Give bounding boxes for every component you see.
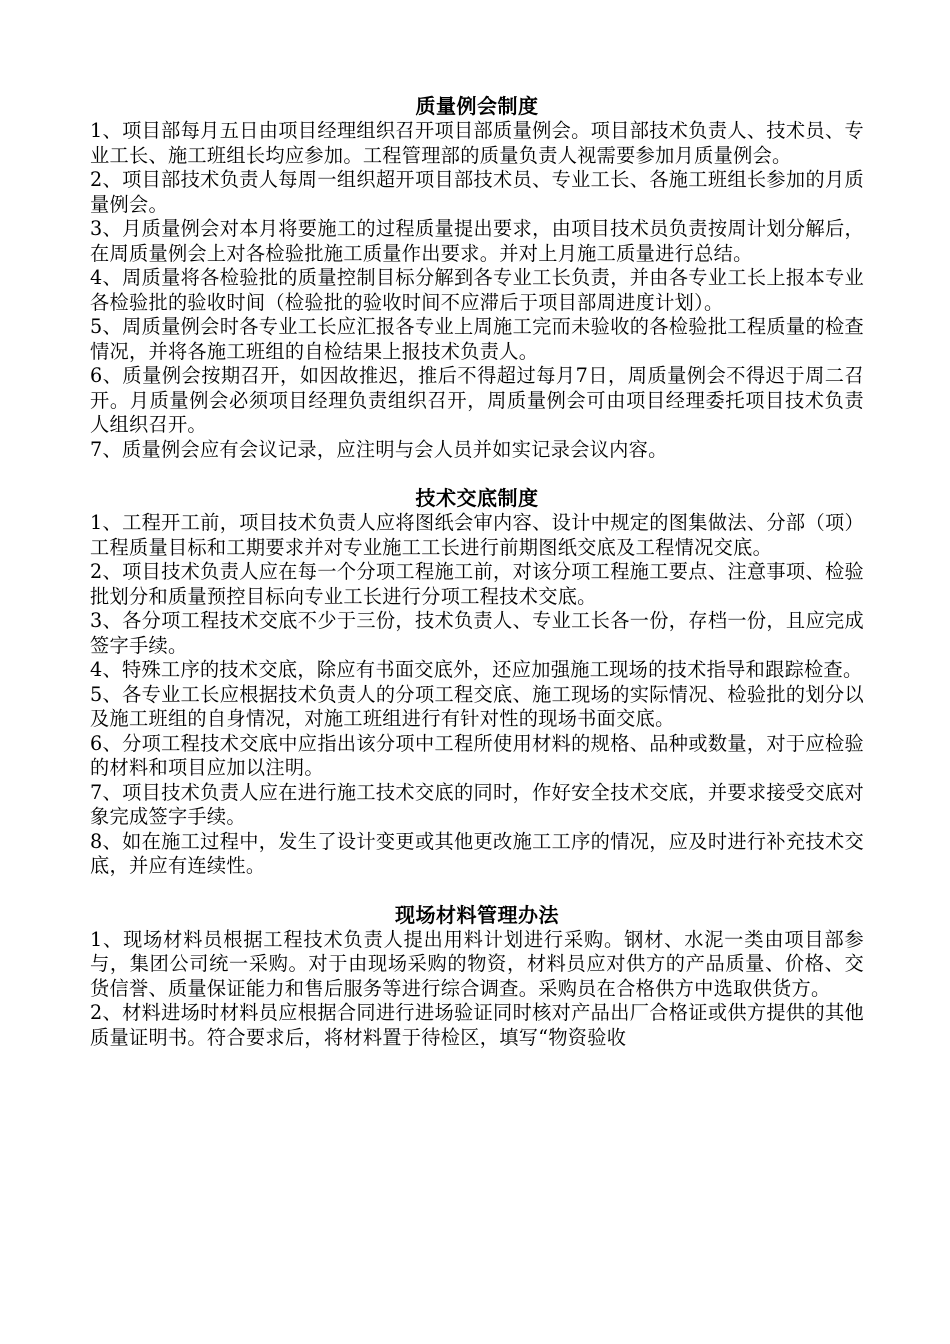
paragraph: 3、各分项工程技术交底不少于三份，技术负责人、专业工长各一份，存档一份，且应完成签字手续。 bbox=[90, 609, 864, 657]
section-technical-briefing bbox=[90, 486, 864, 879]
paragraph: 7、质量例会应有会议记录，应注明与会人员并如实记录会议内容。 bbox=[90, 437, 668, 461]
paragraph: 1、现场材料员根据工程技术负责人提出用料计划进行采购。钢材、水泥一类由项目部参与，集团公司统一采购。对于由现场采购的物资，材料员应对供方的产品质量、价格、交货信誉、质量保证能力和售后服务等进行综合调查。采购员在合格供方中选取供货方。 bbox=[90, 927, 864, 1000]
paragraph: 7、项目技术负责人应在进行施工技术交底的同时，作好安全技术交底，并要求接受交底对象完成签字手续。 bbox=[90, 780, 864, 828]
paragraph: 4、周质量将各检验批的质量控制目标分解到各专业工长负责，并由各专业工长上报本专业各检验批的验收时间（检验批的验收时间不应滞后于项目部周进度计划）。 bbox=[90, 266, 864, 314]
paragraph: 2、项目技术负责人应在每一个分项工程施工前，对该分项工程施工要点、注意事项、检验批划分和质量预控目标向专业工长进行分项工程技术交底。 bbox=[90, 560, 864, 608]
paragraph: 6、质量例会按期召开，如因故推迟，推后不得超过每月7日，周质量例会不得迟于周二召开。月质量例会必须项目经理负责组织召开，周质量例会可由项目经理委托项目技术负责人组织召开。 bbox=[90, 364, 864, 436]
paragraph: 3、月质量例会对本月将要施工的过程质量提出要求，由项目技术员负责按周计划分解后，在周质量例会上对各检验批施工质量作出要求。并对上月施工质量进行总结。 bbox=[90, 217, 864, 265]
paragraph: 2、项目部技术负责人每周一组织超开项目部技术员、专业工长、各施工班组长参加的月质量例会。 bbox=[90, 168, 864, 216]
paragraph: 6、分项工程技术交底中应指出该分项中工程所使用材料的规格、品种或数量，对于应检验的材料和项目应加以注明。 bbox=[90, 731, 864, 779]
section-quality-meeting bbox=[90, 94, 864, 462]
section-title: 现场材料管理办法 bbox=[395, 902, 559, 927]
paragraph: 5、各专业工长应根据技术负责人的分项工程交底、施工现场的实际情况、检验批的划分以及施工班组的自身情况，对施工班组进行有针对性的现场书面交底。 bbox=[90, 682, 864, 730]
paragraph: 4、特殊工序的技术交底，除应有书面交底外，还应加强施工现场的技术指导和跟踪检查。 bbox=[90, 658, 863, 681]
section-site-materials bbox=[90, 903, 864, 1051]
paragraph: 1、项目部每月五日由项目经理组织召开项目部质量例会。项目部技术负责人、技术员、专业工长、施工班组长均应参加。工程管理部的质量负责人视需要参加月质量例会。 bbox=[90, 119, 864, 167]
paragraph: 2、材料进场时材料员应根据合同进行进场验证同时核对产品出厂合格证或供方提供的其他质量证明书。符合要求后，将材料置于待检区，填写“物资验收 bbox=[90, 1001, 864, 1049]
document-page bbox=[90, 94, 864, 1050]
section-title: 技术交底制度 bbox=[415, 486, 539, 510]
paragraph: 8、如在施工过程中，发生了设计变更或其他更改施工工序的情况，应及时进行补充技术交底，并应有连续性。 bbox=[90, 829, 864, 877]
section-title: 质量例会制度 bbox=[415, 94, 539, 118]
paragraph: 5、周质量例会时各专业工长应汇报各专业上周施工完而未验收的各检验批工程质量的检查情况，并将各施工班组的自检结果上报技术负责人。 bbox=[90, 315, 864, 363]
paragraph: 1、工程开工前，项目技术负责人应将图纸会审内容、设计中规定的图集做法、分部（项）工程质量目标和工期要求并对专业施工工长进行前期图纸交底及工程情况交底。 bbox=[90, 511, 864, 559]
